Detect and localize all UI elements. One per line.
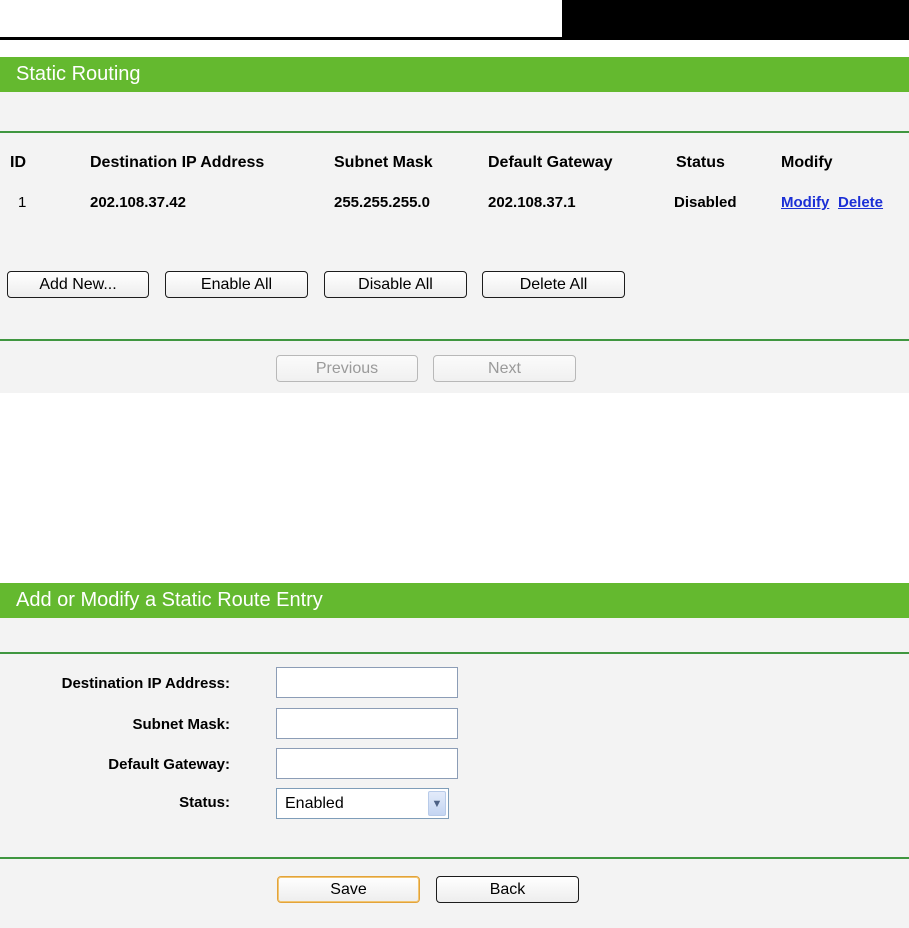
destination-ip-input[interactable] xyxy=(276,667,458,698)
column-header-modify: Modify xyxy=(781,154,833,171)
add-new-button[interactable]: Add New... xyxy=(7,271,149,298)
row-subnet-mask: 255.255.255.0 xyxy=(334,194,430,211)
divider xyxy=(0,652,909,654)
chevron-down-icon[interactable]: ▼ xyxy=(428,791,446,816)
save-button[interactable]: Save xyxy=(277,876,420,903)
delete-all-button[interactable]: Delete All xyxy=(482,271,625,298)
previous-page-button[interactable]: Previous xyxy=(276,355,418,382)
status-label: Status: xyxy=(179,794,230,811)
gateway-label: Default Gateway: xyxy=(108,756,230,773)
status-select[interactable] xyxy=(276,788,449,819)
row-gateway: 202.108.37.1 xyxy=(488,194,576,211)
disable-all-button[interactable]: Disable All xyxy=(324,271,467,298)
column-header-destination: Destination IP Address xyxy=(90,154,265,171)
back-button[interactable]: Back xyxy=(436,876,579,903)
row-id: 1 xyxy=(18,194,27,211)
divider xyxy=(0,339,909,341)
divider xyxy=(0,131,909,133)
column-header-gateway: Default Gateway xyxy=(488,154,613,171)
header-rule xyxy=(0,37,909,40)
column-header-id: ID xyxy=(10,154,26,171)
destination-label: Destination IP Address: xyxy=(61,675,230,692)
modify-link[interactable]: Modify xyxy=(781,194,830,211)
static-routing-title: Static Routing xyxy=(0,57,909,92)
default-gateway-input[interactable] xyxy=(276,748,458,779)
subnet-mask-input[interactable] xyxy=(276,708,458,739)
header-tab xyxy=(562,0,909,40)
subnet-mask-label: Subnet Mask: xyxy=(132,716,230,733)
column-header-subnet-mask: Subnet Mask xyxy=(334,154,433,171)
delete-link[interactable]: Delete xyxy=(838,194,884,211)
next-page-button[interactable]: Next xyxy=(433,355,576,382)
row-status: Disabled xyxy=(674,194,737,211)
static-routing-panel xyxy=(0,57,909,393)
row-destination: 202.108.37.42 xyxy=(90,194,186,211)
column-header-status: Status xyxy=(676,154,725,171)
enable-all-button[interactable]: Enable All xyxy=(165,271,308,298)
add-modify-title: Add or Modify a Static Route Entry xyxy=(0,583,909,618)
divider xyxy=(0,857,909,859)
status-select-value: Enabled xyxy=(285,795,344,812)
